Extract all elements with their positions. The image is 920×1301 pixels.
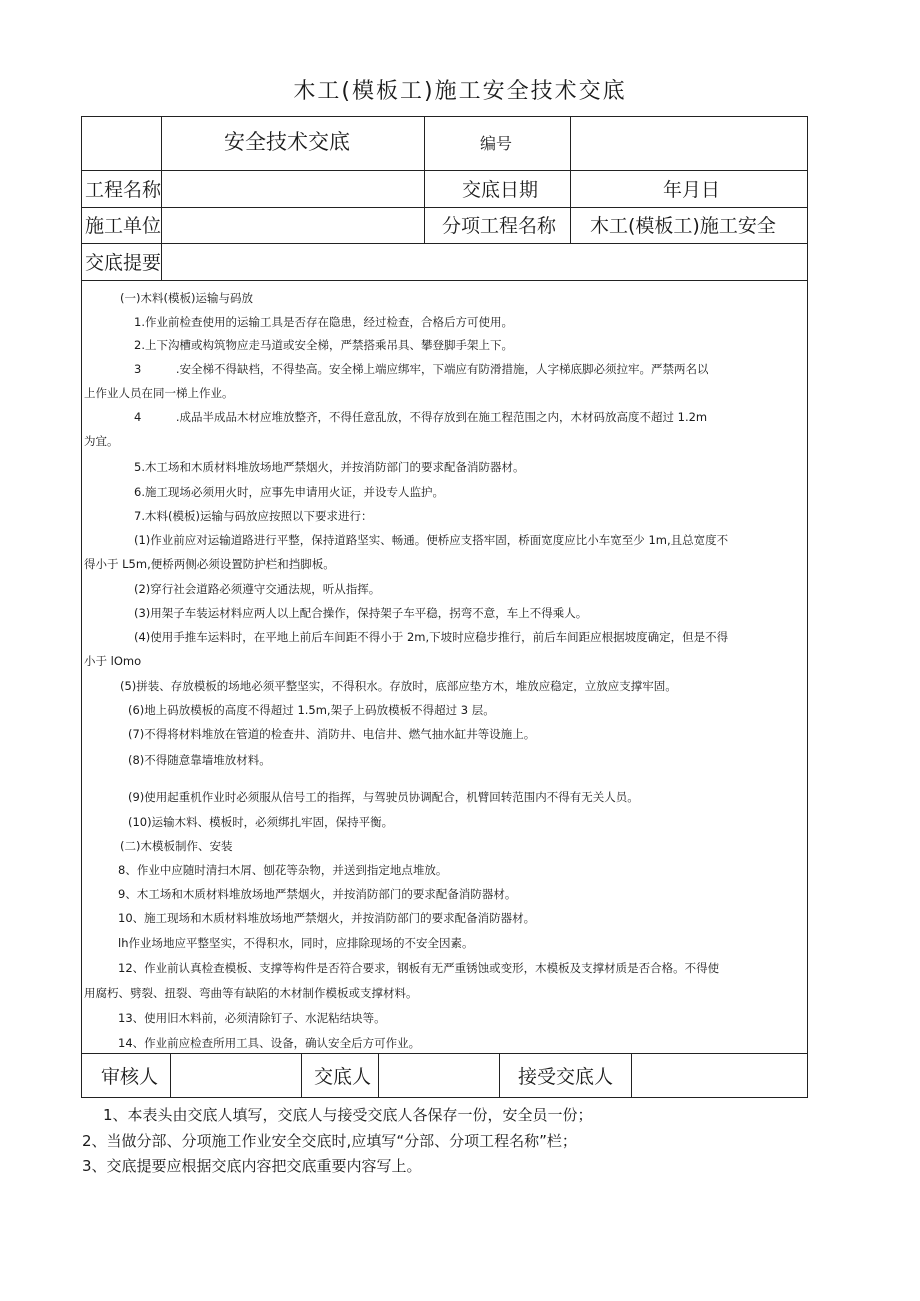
col-divider	[301, 1053, 302, 1098]
blank-cell	[82, 117, 160, 169]
content-line: 12、作业前认真检查模板、支撑等构件是否符合要求，钢板有无严重锈蚀或变形，木模板及支撑材质是否合格。不得使	[118, 961, 720, 975]
disclosure-date-value[interactable]: 年月日	[663, 179, 721, 201]
content-line: (3)用架子车装运材料应两人以上配合操作，保持架子车平稳，拐弯不意，车上不得乘人。	[134, 606, 588, 620]
footnote: 2、当做分部、分项施工作业安全交底时,应填写“分部、分项工程名称”栏；	[82, 1132, 577, 1150]
receiver-label: 接受交底人	[518, 1066, 614, 1088]
content-line: 1.作业前检查使用的运输工具是否存在隐患，经过检查，合格后方可使用。	[134, 315, 513, 329]
content-line: (8)不得随意靠墙堆放材料。	[128, 753, 271, 767]
section-heading: (二)木模板制作、安装	[120, 839, 233, 853]
col-divider	[570, 116, 571, 244]
col-divider	[378, 1053, 379, 1098]
content-line: 用腐朽、劈裂、扭裂、弯曲等有缺陷的木材制作模板或支撑材料。	[84, 986, 418, 1000]
content-line: 13、使用旧木料前，必须清除钉子、水泥粘结块等。	[118, 1011, 386, 1025]
content-line: (6)地上码放模板的高度不得超过 1.5m,架子上码放模板不得超过 3 层。	[128, 703, 495, 717]
col-divider	[631, 1053, 632, 1098]
construction-unit-label: 施工单位	[85, 215, 162, 237]
content-line: (7)不得将材料堆放在管道的检查井、消防井、电信井、燃气抽水缸井等设施上。	[128, 727, 536, 741]
content-line: 5.木工场和木质材料堆放场地严禁烟火，并按消防部门的要求配备消防器材。	[134, 460, 525, 474]
footnote: 1、本表头由交底人填写，交底人与接受交底人各保存一份，安全员一份；	[103, 1106, 593, 1124]
content-line: 上作业人员在同一梯上作业。	[84, 386, 234, 400]
content-line: 4 .成品半成品木材应堆放整齐，不得任意乱放，不得存放到在施工程范围之内，木材码放高度不超过 1.2m	[134, 410, 708, 424]
sub-project-value[interactable]: 木工(模板工)施工安全	[590, 215, 776, 237]
col-divider	[499, 1053, 500, 1098]
content-line: 得小于 L5m,便桥两侧必须设置防护栏和挡脚板。	[84, 557, 335, 571]
content-line: 小于 lOmo	[84, 654, 142, 668]
col-divider	[161, 116, 162, 170]
content-line: (9)使用起重机作业时必须服从信号工的指挥，与驾驶员协调配合，机臂回转范围内不得有无关人员。	[128, 790, 639, 804]
col-divider	[424, 116, 425, 244]
content-line: (2)穿行社会道路必须遵守交通法规，听从指挥。	[134, 582, 381, 596]
number-label: 编号	[480, 134, 513, 153]
content-line: (10)运输木料、模板时，必须绑扎牢固，保持平衡。	[128, 815, 394, 829]
content-line: (5)拼装、存放模板的场地必须平整坚实，不得积水。存放时，底部应垫方木，堆放应稳定，立放应支撑牢固。	[120, 679, 677, 693]
content-line: 8、作业中应随时清扫木屑、刨花等杂物，并送到指定地点堆放。	[118, 863, 448, 877]
content-line: 14、作业前应检查所用工具、设备，确认安全后方可作业。	[118, 1036, 421, 1050]
content-line: 为宜。	[84, 434, 119, 448]
content-line: 7.木料(模板)运输与码放应按照以下要求进行：	[134, 509, 373, 523]
disclosure-date-label: 交底日期	[462, 179, 539, 201]
content-line: lh作业场地应平整坚实，不得积水，同时，应排除现场的不安全因素。	[118, 936, 474, 950]
col-divider	[170, 1053, 171, 1098]
row-divider	[81, 207, 808, 208]
row-divider	[81, 243, 808, 244]
footnote: 3、交底提要应根据交底内容把交底重要内容写上。	[82, 1157, 422, 1175]
project-name-label: 工程名称	[85, 179, 162, 201]
content-line: (4)使用手推车运料时，在平地上前后车间距不得小于 2m,下坡时应稳步推行，前后车间距应根据坡度确定，但是不得	[134, 630, 729, 644]
content-line: 2.上下沟槽或构筑物应走马道或安全梯，严禁搭乘吊具、攀登脚手架上下。	[134, 338, 513, 352]
sub-project-label: 分项工程名称	[442, 215, 557, 237]
content-line: 3 .安全梯不得缺档，不得垫高。安全梯上端应绑牢，下端应有防滑措施，人字梯底脚必须拉牢。严禁两名以	[134, 362, 709, 376]
row-divider	[81, 280, 808, 281]
reviewer-label: 审核人	[101, 1066, 159, 1088]
content-line: 9、木工场和木质材料堆放场地严禁烟火，并按消防部门的要求配备消防器材。	[118, 887, 517, 901]
document-title: 木工(模板工)施工安全技术交底	[293, 79, 627, 104]
content-line: 10、施工现场和木质材料堆放场地严禁烟火，并按消防部门的要求配备消防器材。	[118, 911, 536, 925]
form-heading: 安全技术交底	[224, 130, 350, 154]
col-divider	[161, 170, 162, 280]
content-line: 6.施工现场必须用火时，应事先申请用火证，并设专人监护。	[134, 485, 444, 499]
section-heading: (一)木料(模板)运输与码放	[120, 291, 253, 305]
row-divider	[81, 170, 808, 171]
summary-label: 交底提要	[85, 252, 162, 274]
content-line: (1)作业前应对运输道路进行平整，保持道路坚实、畅通。便桥应支搭牢固，桥面宽度应比小车宽至少 1m,且总宽度不	[134, 533, 729, 547]
discloser-label: 交底人	[314, 1066, 372, 1088]
